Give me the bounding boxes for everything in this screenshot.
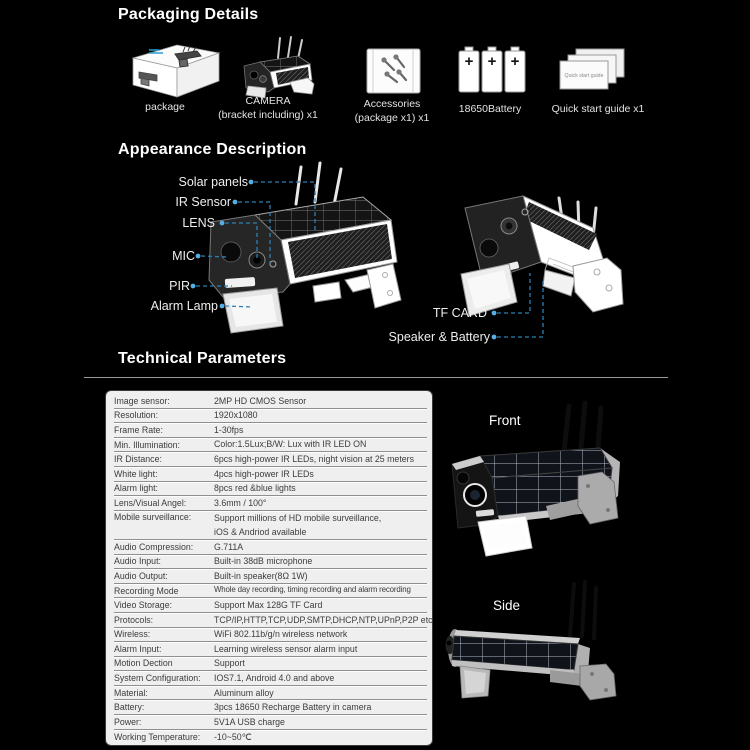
spec-label: IR Distance: xyxy=(114,454,162,465)
front-view-label: Front xyxy=(489,413,521,428)
appearance-section-title: Appearance Description xyxy=(118,141,307,158)
spec-label: Image sensor: xyxy=(114,395,170,406)
callout-label-ir-sensor: IR Sensor xyxy=(175,195,231,209)
callout-label-speaker-battery: Speaker & Battery xyxy=(388,330,490,344)
technical-section-title: Technical Parameters xyxy=(118,350,287,367)
svg-text:+: + xyxy=(487,53,497,70)
spec-row xyxy=(114,730,427,745)
spec-value: Support millions of HD mobile surveillance, iOS & Andriod available xyxy=(214,512,382,537)
svg-text:+: + xyxy=(464,53,474,70)
spec-value: 1920x1080 xyxy=(214,410,258,421)
spec-label: Audio Output: xyxy=(114,570,168,581)
spec-row xyxy=(114,642,427,657)
quick-start-guide-icon xyxy=(558,48,626,92)
callout-label-pir: PIR xyxy=(169,279,190,293)
packaging-section-title: Packaging Details xyxy=(118,6,259,23)
packaging-caption-camera xyxy=(218,95,318,122)
spec-value: WiFi 802.11b/g/n wireless network xyxy=(214,629,348,640)
packaging-caption-accessories xyxy=(355,98,430,125)
callout-label-solar-panels: Solar panels xyxy=(178,175,248,189)
caption-line: package xyxy=(145,101,185,113)
accessories-bag-icon xyxy=(366,48,421,94)
spec-row xyxy=(114,628,427,643)
spec-label: Material: xyxy=(114,687,148,698)
spec-value: Whole day recording, timing recording and alarm recording xyxy=(214,585,411,595)
spec-table xyxy=(105,390,433,746)
spec-row xyxy=(114,423,427,438)
spec-row xyxy=(114,394,427,409)
caption-line: Accessories xyxy=(363,98,421,110)
spec-label: Protocols: xyxy=(114,614,154,625)
spec-label: Motion Dection xyxy=(114,658,173,669)
spec-row xyxy=(114,715,427,730)
spec-label: Power: xyxy=(114,716,142,727)
spec-value: -10~50℃ xyxy=(214,731,252,742)
spec-value: 3.6mm / 100° xyxy=(214,497,267,508)
front-view-photo xyxy=(450,398,655,563)
spec-label: Video Storage: xyxy=(114,600,173,611)
side-view-photo xyxy=(438,578,653,708)
spec-value: 3pcs 18650 Recharge Battery in camera xyxy=(214,702,372,713)
spec-label: White light: xyxy=(114,468,158,479)
side-view-label: Side xyxy=(493,598,521,613)
quick-start-card-text: Quick start guide xyxy=(564,73,604,79)
spec-row xyxy=(114,700,427,715)
spec-value: Support Max 128G TF Card xyxy=(214,600,323,611)
spec-row xyxy=(114,569,427,584)
spec-label: Working Temperature: xyxy=(114,731,201,742)
spec-value: 6pcs high-power IR LEDs, night vision at 25 meters xyxy=(214,454,414,465)
caption-line: Quick start guide x1 xyxy=(551,103,645,115)
spec-value: Built-in 38dB microphone xyxy=(214,556,313,567)
section-divider xyxy=(84,377,668,378)
spec-value: Color:1.5Lux;B/W: Lux with IR LED ON xyxy=(214,439,367,450)
caption-line: (bracket including) x1 xyxy=(218,108,318,121)
spec-value: Support xyxy=(214,658,245,669)
spec-row xyxy=(114,613,433,628)
callout-label-lens: LENS xyxy=(182,216,215,230)
spec-value: IOS7.1, Android 4.0 and above xyxy=(214,672,335,683)
packaging-caption-package xyxy=(145,101,185,115)
spec-label: Resolution: xyxy=(114,410,159,421)
spec-row xyxy=(114,482,427,497)
spec-row xyxy=(114,540,427,555)
spec-value: 4pcs high-power IR LEDs xyxy=(214,468,314,479)
spec-row xyxy=(114,671,427,686)
callout-lines xyxy=(0,160,750,350)
spec-label: Battery: xyxy=(114,702,145,713)
callout-label-alarm-lamp: Alarm Lamp xyxy=(150,299,218,313)
spec-value: TCP/IP,HTTP,TCP,UDP,SMTP,DHCP,NTP,UPnP,P2P etc xyxy=(214,614,433,625)
spec-row xyxy=(114,598,427,613)
package-box-icon xyxy=(127,40,223,98)
spec-label: Alarm Input: xyxy=(114,643,162,654)
spec-value: Built-in speaker(8Ω 1W) xyxy=(214,570,308,581)
spec-value: 5V1A USB charge xyxy=(214,716,285,727)
spec-value: Aluminum alloy xyxy=(214,687,274,698)
spec-label: System Configuration: xyxy=(114,673,201,684)
spec-label: Frame Rate: xyxy=(114,424,163,435)
spec-value: 8pcs red &blue lights xyxy=(214,483,296,494)
spec-row xyxy=(114,584,427,599)
spec-label: Alarm light: xyxy=(114,483,158,494)
spec-row xyxy=(114,452,427,467)
spec-row xyxy=(114,467,427,482)
callout-label-mic: MIC xyxy=(172,249,195,263)
spec-row xyxy=(114,511,427,540)
spec-label: Wireless: xyxy=(114,629,151,640)
spec-row xyxy=(114,496,427,511)
spec-row xyxy=(114,555,427,570)
spec-value: 2MP HD CMOS Sensor xyxy=(214,395,307,406)
spec-row xyxy=(114,686,427,701)
battery-icon xyxy=(457,47,525,93)
spec-label: Recording Mode xyxy=(114,585,179,596)
spec-label: Mobile surveillance: xyxy=(114,511,192,522)
spec-row xyxy=(114,438,427,453)
caption-line: 18650Battery xyxy=(458,103,522,115)
spec-value: 1-30fps xyxy=(214,424,244,435)
spec-label: Lens/Visual Angel: xyxy=(114,497,187,508)
svg-text:+: + xyxy=(510,53,520,70)
spec-value: Learning wireless sensor alarm input xyxy=(214,643,358,654)
spec-label: Min. Illumination: xyxy=(114,439,181,450)
packaging-caption-battery xyxy=(459,103,521,117)
callout-label-tf-card: TF CARD xyxy=(432,306,487,320)
caption-line: (package x1) x1 xyxy=(354,111,430,124)
caption-line: CAMERA xyxy=(245,95,291,107)
spec-row xyxy=(114,657,427,672)
spec-label: Audio Input: xyxy=(114,556,161,567)
spec-value: G.711A xyxy=(214,541,244,552)
camera-icon xyxy=(232,36,324,100)
spec-label: Audio Compression: xyxy=(114,541,194,552)
spec-row xyxy=(114,409,427,424)
packaging-caption-guide xyxy=(552,103,645,117)
